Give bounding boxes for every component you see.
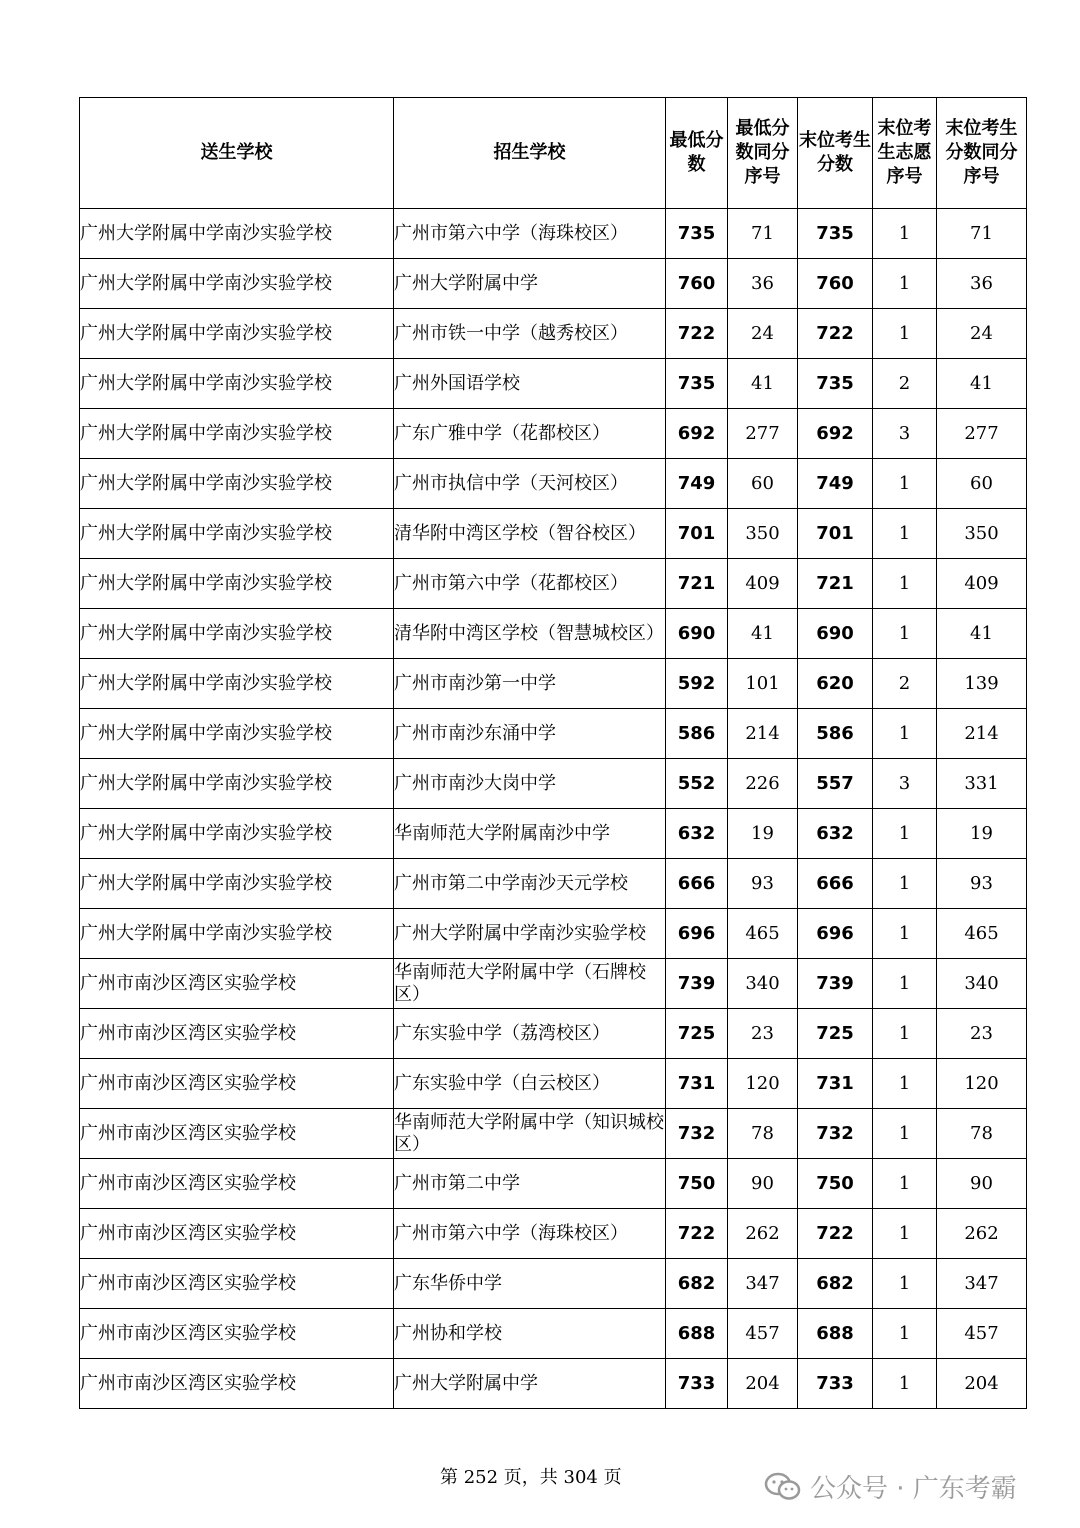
cell-sending-school: 广州大学附属中学南沙实验学校: [80, 359, 394, 409]
cell-min-score-rank: 36: [728, 259, 798, 309]
cell-admitting-school: 广东华侨中学: [394, 1259, 666, 1309]
cell-min-score-rank: 120: [728, 1059, 798, 1109]
cell-admitting-school: 清华附中湾区学校（智谷校区）: [394, 509, 666, 559]
cell-sending-school: 广州大学附属中学南沙实验学校: [80, 509, 394, 559]
cell-min-score-rank: 90: [728, 1159, 798, 1209]
cell-last-choice-no: 1: [873, 259, 937, 309]
cell-min-score: 760: [666, 259, 728, 309]
cell-sending-school: 广州市南沙区湾区实验学校: [80, 1309, 394, 1359]
cell-last-score: 690: [798, 609, 873, 659]
cell-last-choice-no: 1: [873, 1059, 937, 1109]
cell-last-score-rank: 41: [937, 359, 1027, 409]
cell-sending-school: 广州市南沙区湾区实验学校: [80, 959, 394, 1009]
cell-last-score: 732: [798, 1109, 873, 1159]
cell-min-score: 701: [666, 509, 728, 559]
cell-last-choice-no: 1: [873, 1359, 937, 1409]
table-row: [80, 859, 1027, 909]
cell-admitting-school: 广州市铁一中学（越秀校区）: [394, 309, 666, 359]
cell-last-choice-no: 1: [873, 809, 937, 859]
cell-last-choice-no: 1: [873, 609, 937, 659]
cell-admitting-school: 广东实验中学（荔湾校区）: [394, 1009, 666, 1059]
cell-min-score: 688: [666, 1309, 728, 1359]
table-row: [80, 209, 1027, 259]
cell-last-score-rank: 71: [937, 209, 1027, 259]
cell-last-score-rank: 24: [937, 309, 1027, 359]
cell-last-score: 722: [798, 1209, 873, 1259]
cell-min-score-rank: 71: [728, 209, 798, 259]
table-row: [80, 709, 1027, 759]
header-min-score: 最低分数: [666, 98, 728, 209]
table-row: [80, 409, 1027, 459]
cell-last-score: 760: [798, 259, 873, 309]
cell-last-choice-no: 1: [873, 559, 937, 609]
cell-min-score-rank: 226: [728, 759, 798, 809]
cell-admitting-school: 广州协和学校: [394, 1309, 666, 1359]
cell-sending-school: 广州大学附属中学南沙实验学校: [80, 409, 394, 459]
cell-min-score: 725: [666, 1009, 728, 1059]
cell-last-score: 735: [798, 359, 873, 409]
cell-last-score: 620: [798, 659, 873, 709]
table-row: [80, 809, 1027, 859]
table-row: [80, 659, 1027, 709]
cell-last-score-rank: 93: [937, 859, 1027, 909]
cell-min-score-rank: 60: [728, 459, 798, 509]
cell-last-score: 735: [798, 209, 873, 259]
cell-last-score: 731: [798, 1059, 873, 1109]
admission-score-table: [79, 97, 1027, 1409]
cell-last-score: 682: [798, 1259, 873, 1309]
cell-min-score-rank: 277: [728, 409, 798, 459]
cell-min-score-rank: 93: [728, 859, 798, 909]
cell-sending-school: 广州大学附属中学南沙实验学校: [80, 859, 394, 909]
cell-last-score-rank: 36: [937, 259, 1027, 309]
table-row: [80, 309, 1027, 359]
table-row: [80, 1109, 1027, 1159]
cell-sending-school: 广州市南沙区湾区实验学校: [80, 1209, 394, 1259]
table-row: [80, 959, 1027, 1009]
cell-last-score-rank: 350: [937, 509, 1027, 559]
cell-min-score-rank: 262: [728, 1209, 798, 1259]
cell-min-score: 733: [666, 1359, 728, 1409]
table-row: [80, 1059, 1027, 1109]
cell-last-choice-no: 1: [873, 1309, 937, 1359]
cell-min-score: 750: [666, 1159, 728, 1209]
cell-last-score-rank: 19: [937, 809, 1027, 859]
table-row: [80, 459, 1027, 509]
page-number: 第 252 页，共 304 页: [440, 1467, 622, 1488]
cell-last-score: 586: [798, 709, 873, 759]
cell-last-choice-no: 1: [873, 1259, 937, 1309]
cell-min-score-rank: 23: [728, 1009, 798, 1059]
cell-min-score: 735: [666, 209, 728, 259]
cell-min-score: 749: [666, 459, 728, 509]
cell-last-choice-no: 1: [873, 709, 937, 759]
cell-last-score-rank: 331: [937, 759, 1027, 809]
cell-last-score: 725: [798, 1009, 873, 1059]
cell-last-score-rank: 90: [937, 1159, 1027, 1209]
cell-admitting-school: 广东广雅中学（花都校区）: [394, 409, 666, 459]
table-row: [80, 1209, 1027, 1259]
header-last-choice-no: 末位考生志愿序号: [873, 98, 937, 209]
cell-admitting-school: 广州市第二中学: [394, 1159, 666, 1209]
watermark-text: 公众号 · 广东考霸: [810, 1474, 1017, 1504]
cell-last-choice-no: 1: [873, 459, 937, 509]
table-row: [80, 559, 1027, 609]
cell-last-score-rank: 204: [937, 1359, 1027, 1409]
cell-admitting-school: 广州市第六中学（花都校区）: [394, 559, 666, 609]
cell-last-score-rank: 60: [937, 459, 1027, 509]
cell-min-score: 696: [666, 909, 728, 959]
cell-min-score-rank: 340: [728, 959, 798, 1009]
cell-last-choice-no: 3: [873, 409, 937, 459]
cell-last-score-rank: 409: [937, 559, 1027, 609]
table-row: [80, 1259, 1027, 1309]
cell-sending-school: 广州大学附属中学南沙实验学校: [80, 759, 394, 809]
header-sending-school: 送生学校: [80, 98, 394, 209]
cell-min-score: 552: [666, 759, 728, 809]
cell-min-score: 592: [666, 659, 728, 709]
cell-admitting-school: 广州市执信中学（天河校区）: [394, 459, 666, 509]
cell-sending-school: 广州大学附属中学南沙实验学校: [80, 709, 394, 759]
cell-last-score-rank: 23: [937, 1009, 1027, 1059]
cell-sending-school: 广州大学附属中学南沙实验学校: [80, 209, 394, 259]
cell-min-score-rank: 19: [728, 809, 798, 859]
cell-last-choice-no: 1: [873, 309, 937, 359]
cell-last-score: 701: [798, 509, 873, 559]
cell-min-score: 721: [666, 559, 728, 609]
cell-last-score-rank: 457: [937, 1309, 1027, 1359]
cell-min-score-rank: 78: [728, 1109, 798, 1159]
cell-last-score: 632: [798, 809, 873, 859]
cell-sending-school: 广州市南沙区湾区实验学校: [80, 1259, 394, 1309]
cell-admitting-school: 广州市南沙第一中学: [394, 659, 666, 709]
cell-last-score: 557: [798, 759, 873, 809]
cell-last-score-rank: 120: [937, 1059, 1027, 1109]
cell-min-score: 692: [666, 409, 728, 459]
cell-admitting-school: 华南师范大学附属中学（石牌校区）: [394, 959, 666, 1009]
cell-last-score: 722: [798, 309, 873, 359]
cell-min-score: 722: [666, 1209, 728, 1259]
cell-min-score: 732: [666, 1109, 728, 1159]
cell-last-choice-no: 1: [873, 1159, 937, 1209]
cell-min-score: 666: [666, 859, 728, 909]
cell-last-score-rank: 347: [937, 1259, 1027, 1309]
cell-sending-school: 广州大学附属中学南沙实验学校: [80, 309, 394, 359]
watermark: [764, 1468, 1017, 1505]
cell-admitting-school: 广州大学附属中学: [394, 259, 666, 309]
cell-last-score: 666: [798, 859, 873, 909]
cell-last-choice-no: 1: [873, 909, 937, 959]
cell-min-score-rank: 350: [728, 509, 798, 559]
cell-last-score-rank: 139: [937, 659, 1027, 709]
cell-sending-school: 广州大学附属中学南沙实验学校: [80, 559, 394, 609]
header-last-score: 末位考生分数: [798, 98, 873, 209]
cell-last-score-rank: 41: [937, 609, 1027, 659]
cell-admitting-school: 广州市第六中学（海珠校区）: [394, 1209, 666, 1259]
cell-last-score-rank: 214: [937, 709, 1027, 759]
header-last-score-rank: 末位考生分数同分序号: [937, 98, 1027, 209]
cell-min-score-rank: 214: [728, 709, 798, 759]
cell-sending-school: 广州市南沙区湾区实验学校: [80, 1359, 394, 1409]
table-row: [80, 1159, 1027, 1209]
cell-admitting-school: 华南师范大学附属中学（知识城校区）: [394, 1109, 666, 1159]
cell-admitting-school: 华南师范大学附属南沙中学: [394, 809, 666, 859]
cell-min-score: 632: [666, 809, 728, 859]
cell-last-score-rank: 262: [937, 1209, 1027, 1259]
cell-admitting-school: 广州市第六中学（海珠校区）: [394, 209, 666, 259]
cell-last-score-rank: 277: [937, 409, 1027, 459]
cell-min-score-rank: 347: [728, 1259, 798, 1309]
cell-min-score-rank: 41: [728, 609, 798, 659]
table-row: [80, 1309, 1027, 1359]
cell-last-score: 692: [798, 409, 873, 459]
cell-sending-school: 广州大学附属中学南沙实验学校: [80, 659, 394, 709]
cell-min-score: 739: [666, 959, 728, 1009]
cell-last-choice-no: 1: [873, 509, 937, 559]
table-row: [80, 909, 1027, 959]
cell-min-score-rank: 204: [728, 1359, 798, 1409]
cell-min-score-rank: 457: [728, 1309, 798, 1359]
cell-sending-school: 广州市南沙区湾区实验学校: [80, 1159, 394, 1209]
header-admitting-school: 招生学校: [394, 98, 666, 209]
table-header-row: [80, 98, 1027, 209]
cell-last-choice-no: 3: [873, 759, 937, 809]
cell-last-score: 739: [798, 959, 873, 1009]
cell-sending-school: 广州市南沙区湾区实验学校: [80, 1109, 394, 1159]
cell-admitting-school: 广州大学附属中学: [394, 1359, 666, 1409]
cell-min-score: 690: [666, 609, 728, 659]
cell-min-score: 586: [666, 709, 728, 759]
cell-admitting-school: 广州市南沙东涌中学: [394, 709, 666, 759]
table-row: [80, 609, 1027, 659]
cell-last-choice-no: 2: [873, 359, 937, 409]
cell-last-score: 721: [798, 559, 873, 609]
cell-sending-school: 广州市南沙区湾区实验学校: [80, 1009, 394, 1059]
cell-last-choice-no: 1: [873, 859, 937, 909]
cell-admitting-school: 广东实验中学（白云校区）: [394, 1059, 666, 1109]
table-row: [80, 259, 1027, 309]
cell-min-score: 682: [666, 1259, 728, 1309]
cell-min-score-rank: 41: [728, 359, 798, 409]
cell-admitting-school: 广州外国语学校: [394, 359, 666, 409]
cell-min-score-rank: 465: [728, 909, 798, 959]
cell-sending-school: 广州大学附属中学南沙实验学校: [80, 609, 394, 659]
cell-sending-school: 广州大学附属中学南沙实验学校: [80, 909, 394, 959]
cell-last-choice-no: 1: [873, 209, 937, 259]
cell-last-score: 749: [798, 459, 873, 509]
cell-last-choice-no: 1: [873, 1009, 937, 1059]
cell-last-score: 733: [798, 1359, 873, 1409]
cell-last-score-rank: 78: [937, 1109, 1027, 1159]
cell-min-score-rank: 24: [728, 309, 798, 359]
cell-last-choice-no: 1: [873, 1109, 937, 1159]
cell-sending-school: 广州大学附属中学南沙实验学校: [80, 809, 394, 859]
cell-min-score-rank: 409: [728, 559, 798, 609]
cell-admitting-school: 广州市第二中学南沙天元学校: [394, 859, 666, 909]
cell-last-score: 688: [798, 1309, 873, 1359]
cell-last-score-rank: 340: [937, 959, 1027, 1009]
cell-sending-school: 广州大学附属中学南沙实验学校: [80, 259, 394, 309]
table-row: [80, 359, 1027, 409]
cell-last-score: 750: [798, 1159, 873, 1209]
cell-min-score-rank: 101: [728, 659, 798, 709]
wechat-icon: [764, 1472, 802, 1502]
table-row: [80, 759, 1027, 809]
table-row: [80, 1359, 1027, 1409]
cell-sending-school: 广州大学附属中学南沙实验学校: [80, 459, 394, 509]
cell-last-score: 696: [798, 909, 873, 959]
cell-admitting-school: 清华附中湾区学校（智慧城校区）: [394, 609, 666, 659]
cell-admitting-school: 广州市南沙大岗中学: [394, 759, 666, 809]
cell-last-choice-no: 1: [873, 1209, 937, 1259]
cell-last-choice-no: 2: [873, 659, 937, 709]
cell-last-choice-no: 1: [873, 959, 937, 1009]
cell-last-score-rank: 465: [937, 909, 1027, 959]
cell-sending-school: 广州市南沙区湾区实验学校: [80, 1059, 394, 1109]
cell-min-score: 735: [666, 359, 728, 409]
cell-min-score: 722: [666, 309, 728, 359]
cell-min-score: 731: [666, 1059, 728, 1109]
cell-admitting-school: 广州大学附属中学南沙实验学校: [394, 909, 666, 959]
header-min-score-rank: 最低分数同分序号: [728, 98, 798, 209]
table-row: [80, 509, 1027, 559]
table-row: [80, 1009, 1027, 1059]
